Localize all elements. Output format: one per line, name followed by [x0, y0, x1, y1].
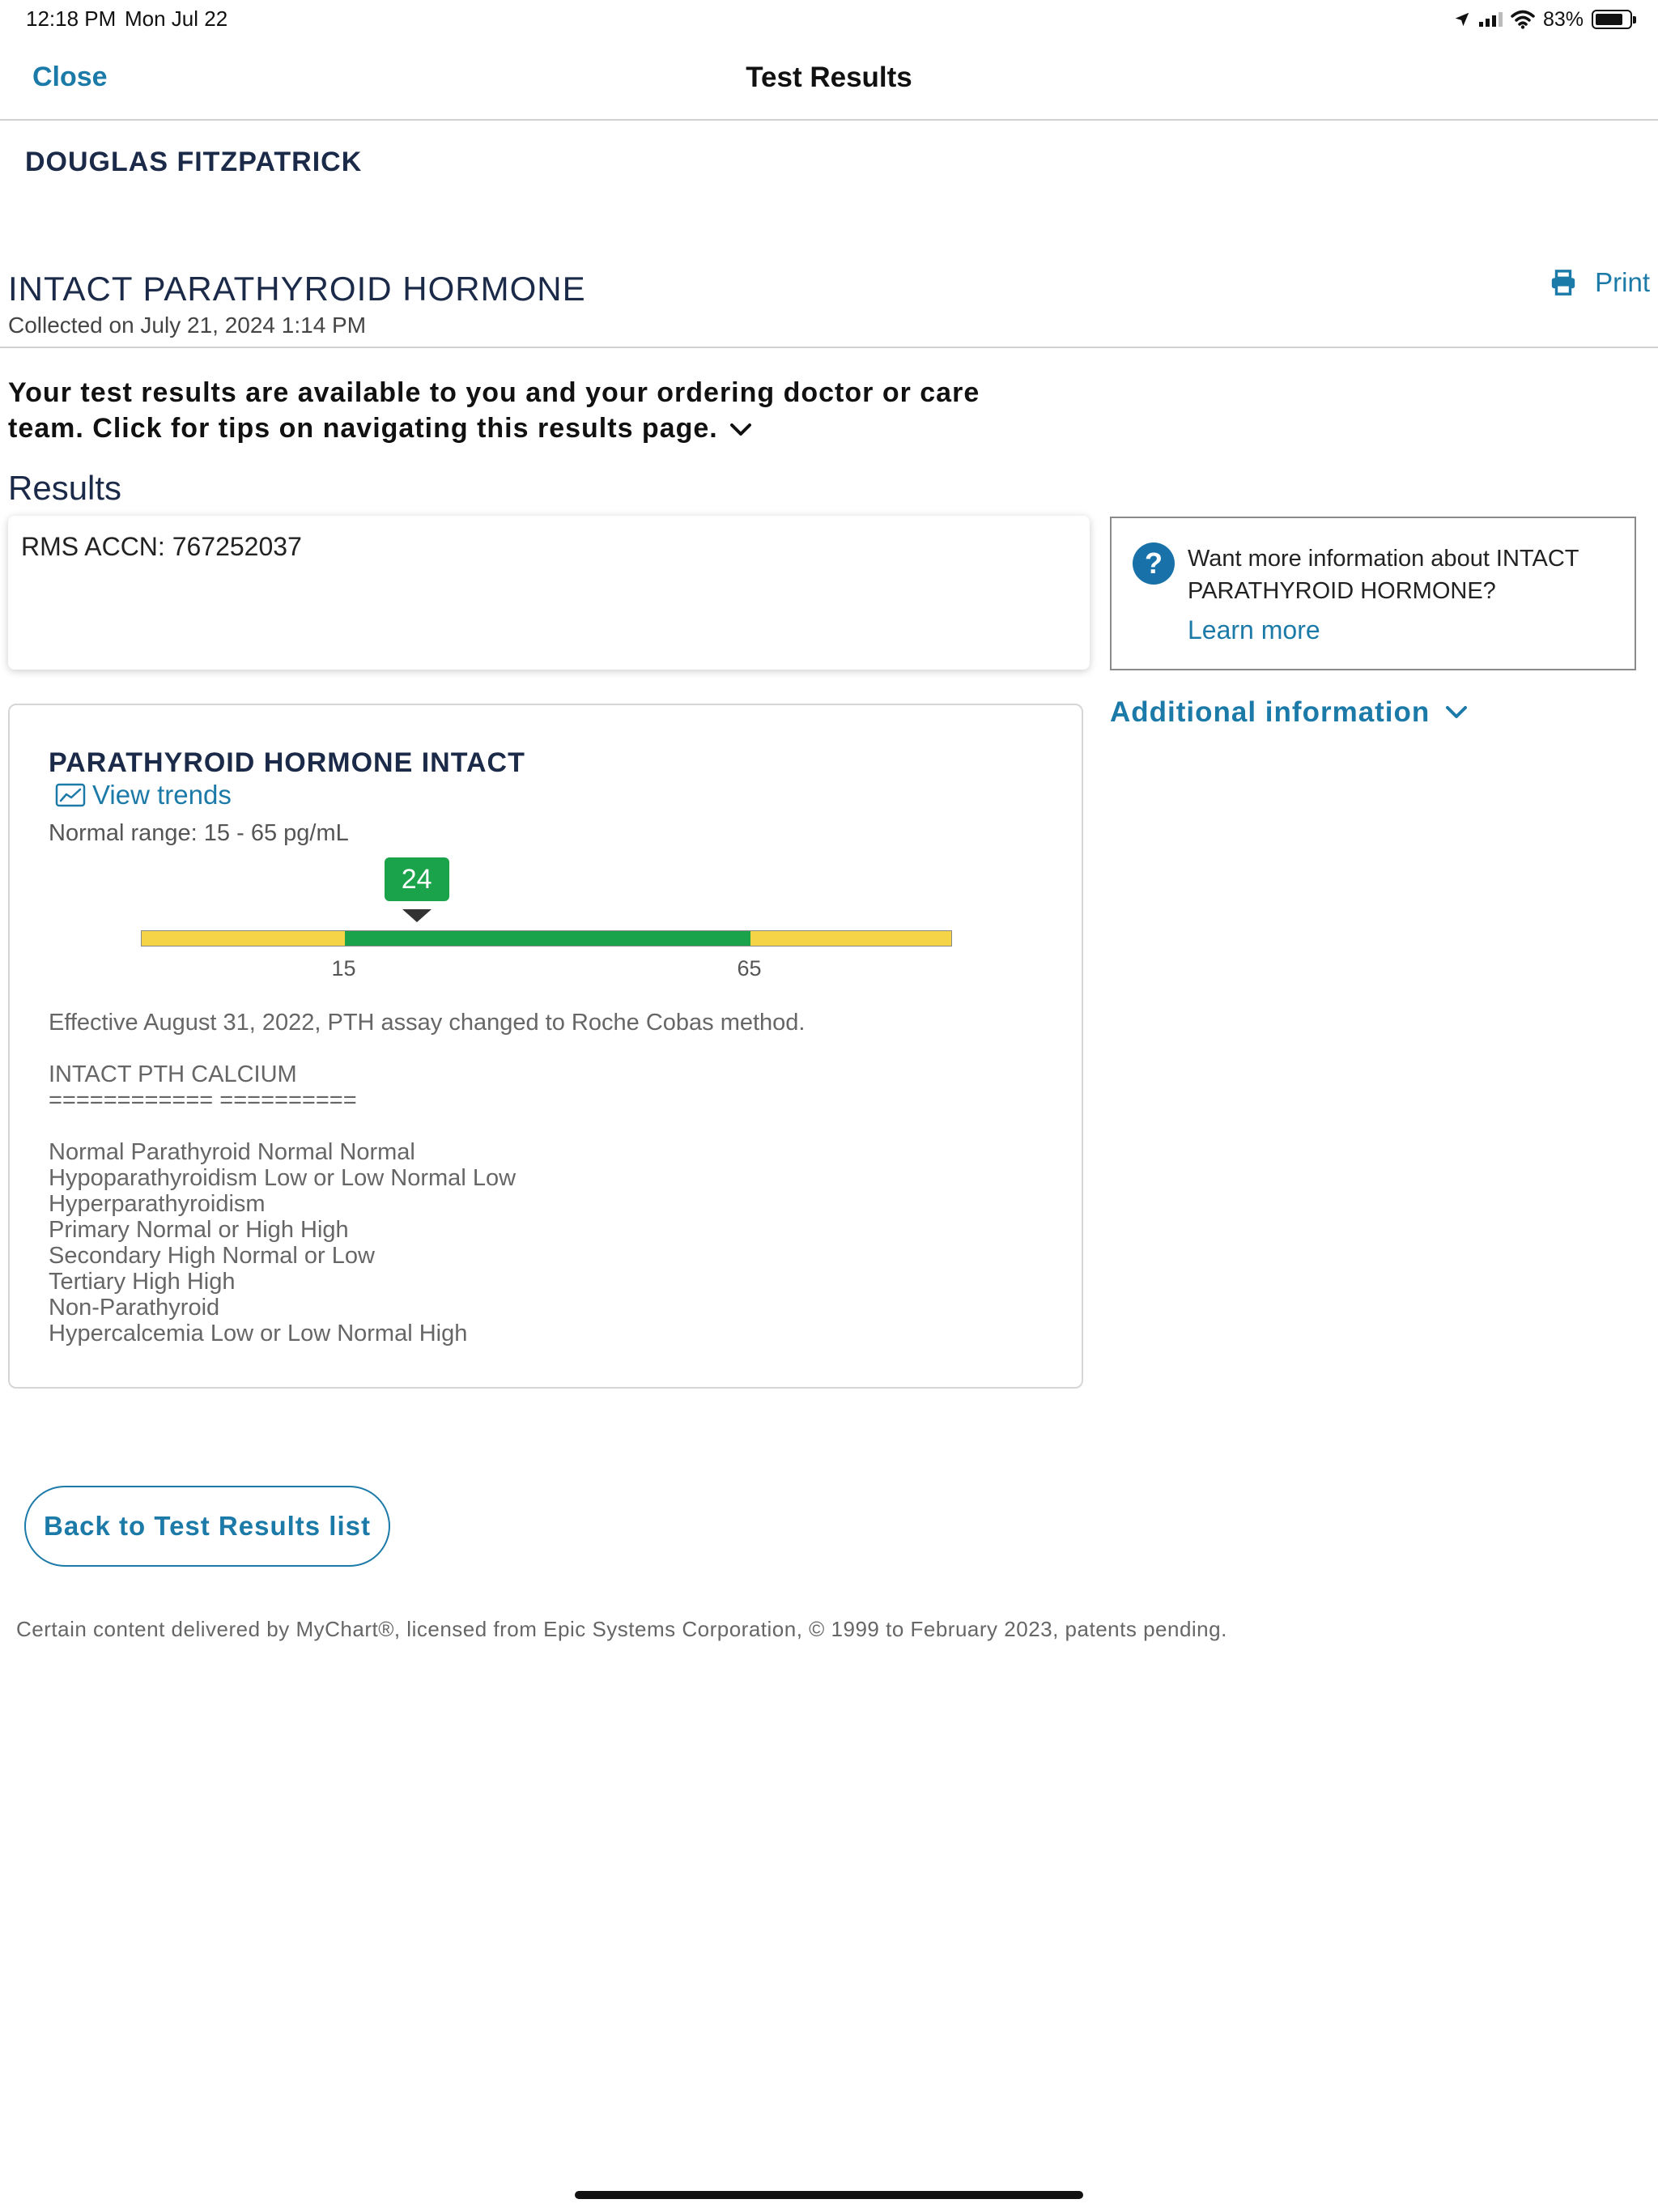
cellular-signal-icon [1479, 12, 1503, 27]
reference-table-text: INTACT PTH CALCIUM ============ ========== Normal Parathyroid Normal Normal Hypoparathyroidism Low or Low Normal Low Hyperparathyroidism Primary Normal or High High Secondary High Normal or Low Tertiary High High Non-Parathyroid Hypercalcemia Low or Low Normal High [49, 1061, 517, 1346]
learn-more-link[interactable]: Learn more [1188, 615, 1320, 644]
chevron-down-icon [729, 423, 752, 437]
additional-information-label: Additional information [1110, 696, 1431, 728]
location-icon [1453, 11, 1471, 28]
results-heading: Results [8, 469, 122, 507]
footer-copyright: Certain content delivered by MyChart®, licensed from Epic Systems Corporation, © 1999 to February 2023, patents pending. [16, 1617, 1227, 1641]
battery-level-fill [1596, 14, 1622, 25]
print-label: Print [1595, 267, 1650, 297]
wifi-icon [1511, 10, 1535, 29]
question-icon: ? [1133, 542, 1175, 585]
test-title: INTACT PARATHYROID HORMONE [8, 270, 586, 308]
tips-text: Your test results are available to you and your ordering doctor or care team. Click for tips on navigating this results page. [8, 377, 980, 444]
status-date: Mon Jul 22 [125, 6, 228, 31]
print-button[interactable] [1550, 267, 1650, 298]
status-time: 12:18 PM [26, 6, 117, 31]
more-info-box [1110, 517, 1636, 670]
nav-divider [0, 119, 1658, 121]
accession-card [8, 516, 1090, 670]
close-button[interactable]: Close [32, 62, 108, 92]
component-name: PARATHYROID HORMONE INTACT [49, 747, 525, 778]
additional-information-toggle[interactable] [1110, 696, 1469, 729]
more-info-text: Want more information about INTACT PARATHYROID HORMONE? [1188, 546, 1579, 604]
tips-toggle[interactable] [8, 375, 1044, 446]
result-value-badge: 24 [385, 857, 449, 901]
range-low-label: 15 [331, 956, 356, 981]
printer-icon [1550, 269, 1577, 296]
nav-title: Test Results [746, 62, 912, 93]
status-indicators [1453, 5, 1632, 34]
home-indicator[interactable] [575, 2191, 1083, 2199]
trend-chart-icon [55, 783, 86, 807]
view-trends-link[interactable] [55, 780, 232, 810]
battery-icon [1592, 10, 1632, 29]
accession-number: RMS ACCN: 767252037 [21, 532, 302, 561]
assay-note: Effective August 31, 2022, PTH assay changed to Roche Cobas method. [49, 1010, 806, 1036]
component-card [8, 704, 1083, 1389]
patient-name: DOUGLAS FITZPATRICK [25, 147, 363, 177]
range-high-label: 65 [737, 956, 762, 981]
range-bar [141, 930, 952, 946]
view-trends-label: View trends [92, 780, 232, 810]
collected-date: Collected on July 21, 2024 1:14 PM [8, 313, 367, 338]
battery-percent: 83% [1542, 7, 1584, 31]
normal-range: Normal range: 15 - 65 pg/mL [49, 820, 349, 846]
back-to-results-button[interactable]: Back to Test Results list [24, 1486, 390, 1567]
chevron-down-icon [1444, 704, 1469, 721]
header-divider [0, 347, 1658, 348]
range-bar-normal-segment [345, 931, 750, 946]
result-value-pointer [402, 909, 432, 922]
